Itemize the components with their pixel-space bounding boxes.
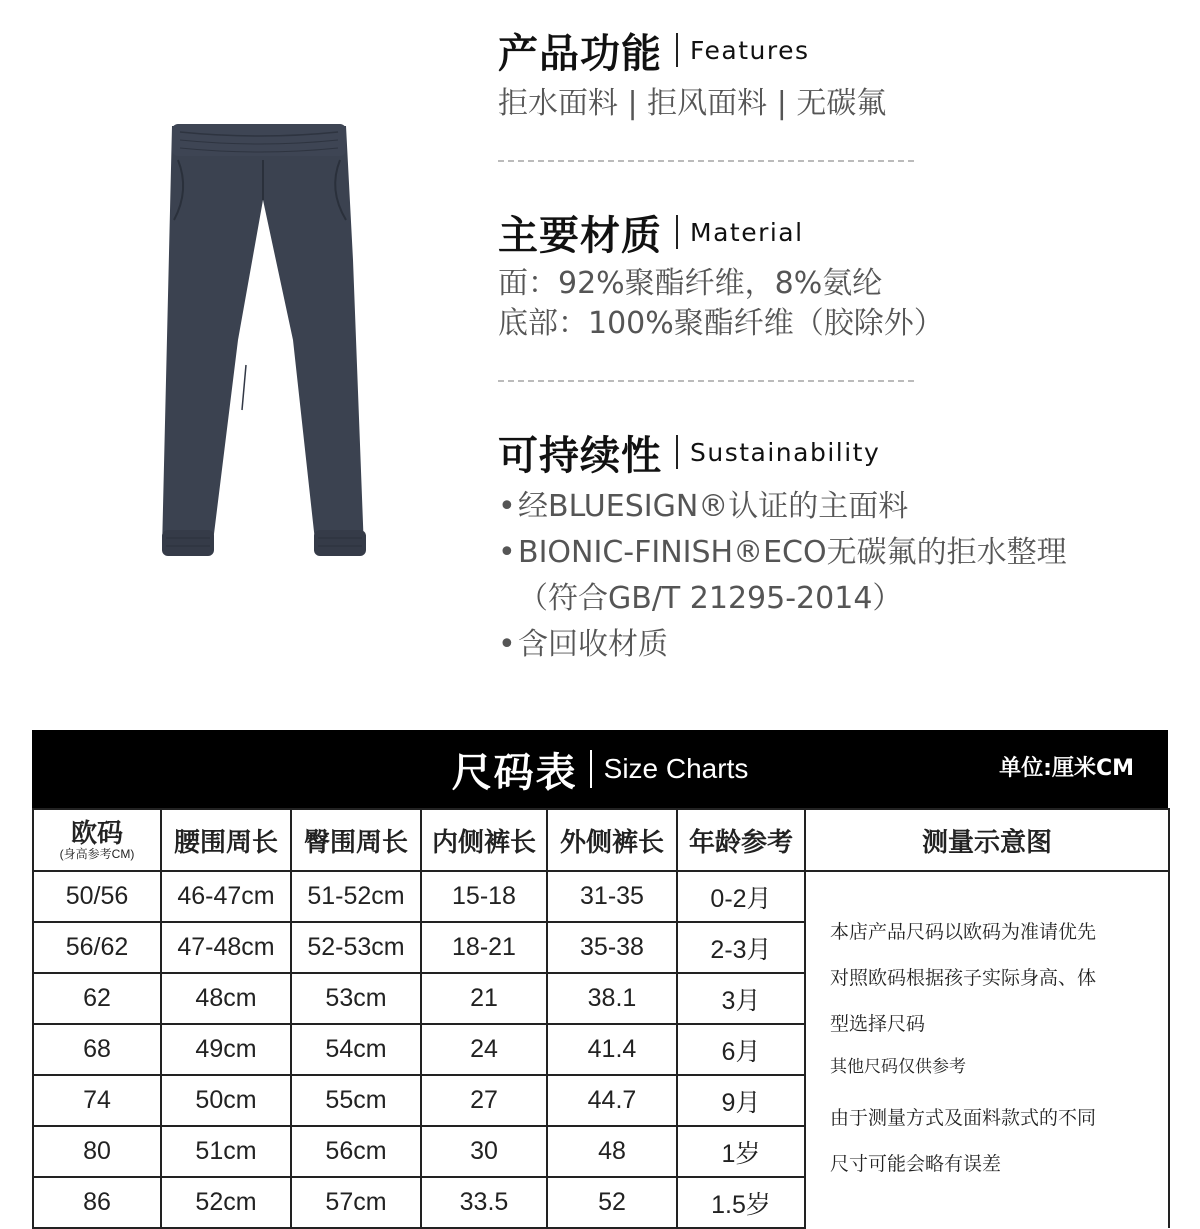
table-cell: 27 xyxy=(421,1075,547,1126)
table-cell: 30 xyxy=(421,1126,547,1177)
sustainability-bullet-continued: （符合GB/T 21295-2014） xyxy=(518,581,903,616)
table-header-row xyxy=(33,809,1169,871)
sustainability-title-cn: 可持续性 xyxy=(498,432,662,479)
table-cell: 9月 xyxy=(677,1075,805,1126)
measurement-notes xyxy=(805,871,1169,1228)
table-cell: 48 xyxy=(547,1126,677,1177)
sustainability-section xyxy=(498,424,1067,668)
material-line-2: 底部：100%聚酯纤维（胶除外） xyxy=(498,306,944,341)
heading-divider xyxy=(676,215,678,249)
table-cell: 47-48cm xyxy=(161,922,291,973)
material-title-cn: 主要材质 xyxy=(498,212,662,259)
table-cell: 52cm xyxy=(161,1177,291,1228)
table-cell: 6月 xyxy=(677,1024,805,1075)
features-section xyxy=(498,22,886,124)
section-divider xyxy=(498,380,914,382)
sustainability-bullet: •含回收材质 xyxy=(498,622,1067,668)
height-reference-note: (身高参考CM) xyxy=(59,847,135,861)
table-cell: 52-53cm xyxy=(291,922,421,973)
note-line: 对照欧码根据孩子实际身高、体 xyxy=(830,968,1097,989)
material-line-1: 面：92%聚酯纤维，8%氨纶 xyxy=(498,266,883,301)
sustainability-bullet: •经BLUESIGN®认证的主面料 xyxy=(498,484,1067,530)
bullet-dot-icon: • xyxy=(498,489,516,524)
table-cell: 50cm xyxy=(161,1075,291,1126)
table-cell: 33.5 xyxy=(421,1177,547,1228)
column-header: 外侧裤长 xyxy=(547,809,677,871)
material-heading xyxy=(498,204,944,260)
product-pants-image xyxy=(150,110,380,580)
column-header: 臀围周长 xyxy=(291,809,421,871)
table-cell: 56/62 xyxy=(33,922,161,973)
left-cuff xyxy=(162,530,214,556)
size-chart-title xyxy=(32,730,1168,808)
features-title-cn: 产品功能 xyxy=(498,30,662,77)
note-line: 其他尺码仅供参考 xyxy=(830,1057,966,1076)
note-line: 型选择尺码 xyxy=(830,1014,926,1035)
features-title-en: Features xyxy=(690,35,810,65)
table-cell: 51cm xyxy=(161,1126,291,1177)
heading-divider xyxy=(676,435,678,469)
waistband xyxy=(172,124,346,156)
table-cell: 44.7 xyxy=(547,1075,677,1126)
table-row xyxy=(33,871,1169,922)
heading-divider xyxy=(676,33,678,67)
size-chart xyxy=(32,730,1168,1219)
size-chart-title-cn: 尺码表 xyxy=(451,749,578,796)
bullet-dot-icon: • xyxy=(498,535,516,570)
table-cell: 3月 xyxy=(677,973,805,1024)
sustainability-title-en: Sustainability xyxy=(690,437,881,467)
sustainability-bullet: •BIONIC-FINISH®ECO无碳氟的拒水整理 xyxy=(498,530,1067,576)
table-cell: 86 xyxy=(33,1177,161,1228)
table-cell: 49cm xyxy=(161,1024,291,1075)
table-cell: 54cm xyxy=(291,1024,421,1075)
column-header: 腰围周长 xyxy=(161,809,291,871)
table-cell: 74 xyxy=(33,1075,161,1126)
table-cell: 2-3月 xyxy=(677,922,805,973)
table-cell: 56cm xyxy=(291,1126,421,1177)
table-cell: 1.5岁 xyxy=(677,1177,805,1228)
right-cuff xyxy=(314,530,366,556)
bullet-dot-icon: • xyxy=(498,627,516,662)
table-cell: 21 xyxy=(421,973,547,1024)
size-chart-header xyxy=(32,730,1168,808)
table-cell: 52 xyxy=(547,1177,677,1228)
table-cell: 48cm xyxy=(161,973,291,1024)
table-cell: 24 xyxy=(421,1024,547,1075)
table-cell: 80 xyxy=(33,1126,161,1177)
table-cell: 51-52cm xyxy=(291,871,421,922)
table-cell: 62 xyxy=(33,973,161,1024)
column-header: 内侧裤长 xyxy=(421,809,547,871)
note-line: 本店产品尺码以欧码为准请优先 xyxy=(830,922,1097,943)
table-cell: 38.1 xyxy=(547,973,677,1024)
column-header: 测量示意图 xyxy=(805,809,1169,871)
size-chart-unit: 单位:厘米CM xyxy=(999,756,1134,781)
table-cell: 46-47cm xyxy=(161,871,291,922)
table-cell: 18-21 xyxy=(421,922,547,973)
heading-divider xyxy=(590,750,592,788)
material-title-en: Material xyxy=(690,217,804,247)
table-cell: 68 xyxy=(33,1024,161,1075)
table-cell: 31-35 xyxy=(547,871,677,922)
column-header: 欧码 (身高参考CM) xyxy=(33,809,161,871)
sustainability-heading xyxy=(498,424,1067,480)
material-section xyxy=(498,204,944,344)
table-cell: 0-2月 xyxy=(677,871,805,922)
table-cell: 57cm xyxy=(291,1177,421,1228)
note-line: 尺寸可能会略有误差 xyxy=(830,1154,1002,1175)
table-cell: 55cm xyxy=(291,1075,421,1126)
features-line: 拒水面料 | 拒风面料 | 无碳氟 xyxy=(498,86,887,121)
table-cell: 41.4 xyxy=(547,1024,677,1075)
size-chart-title-en: Size Charts xyxy=(603,753,749,784)
features-heading xyxy=(498,22,886,78)
section-divider xyxy=(498,160,914,162)
note-line: 由于测量方式及面料款式的不同 xyxy=(830,1108,1097,1129)
table-cell: 1岁 xyxy=(677,1126,805,1177)
table-cell: 53cm xyxy=(291,973,421,1024)
table-cell: 15-18 xyxy=(421,871,547,922)
column-header: 年龄参考 xyxy=(677,809,805,871)
size-table xyxy=(32,808,1170,1229)
table-cell: 50/56 xyxy=(33,871,161,922)
table-cell: 35-38 xyxy=(547,922,677,973)
